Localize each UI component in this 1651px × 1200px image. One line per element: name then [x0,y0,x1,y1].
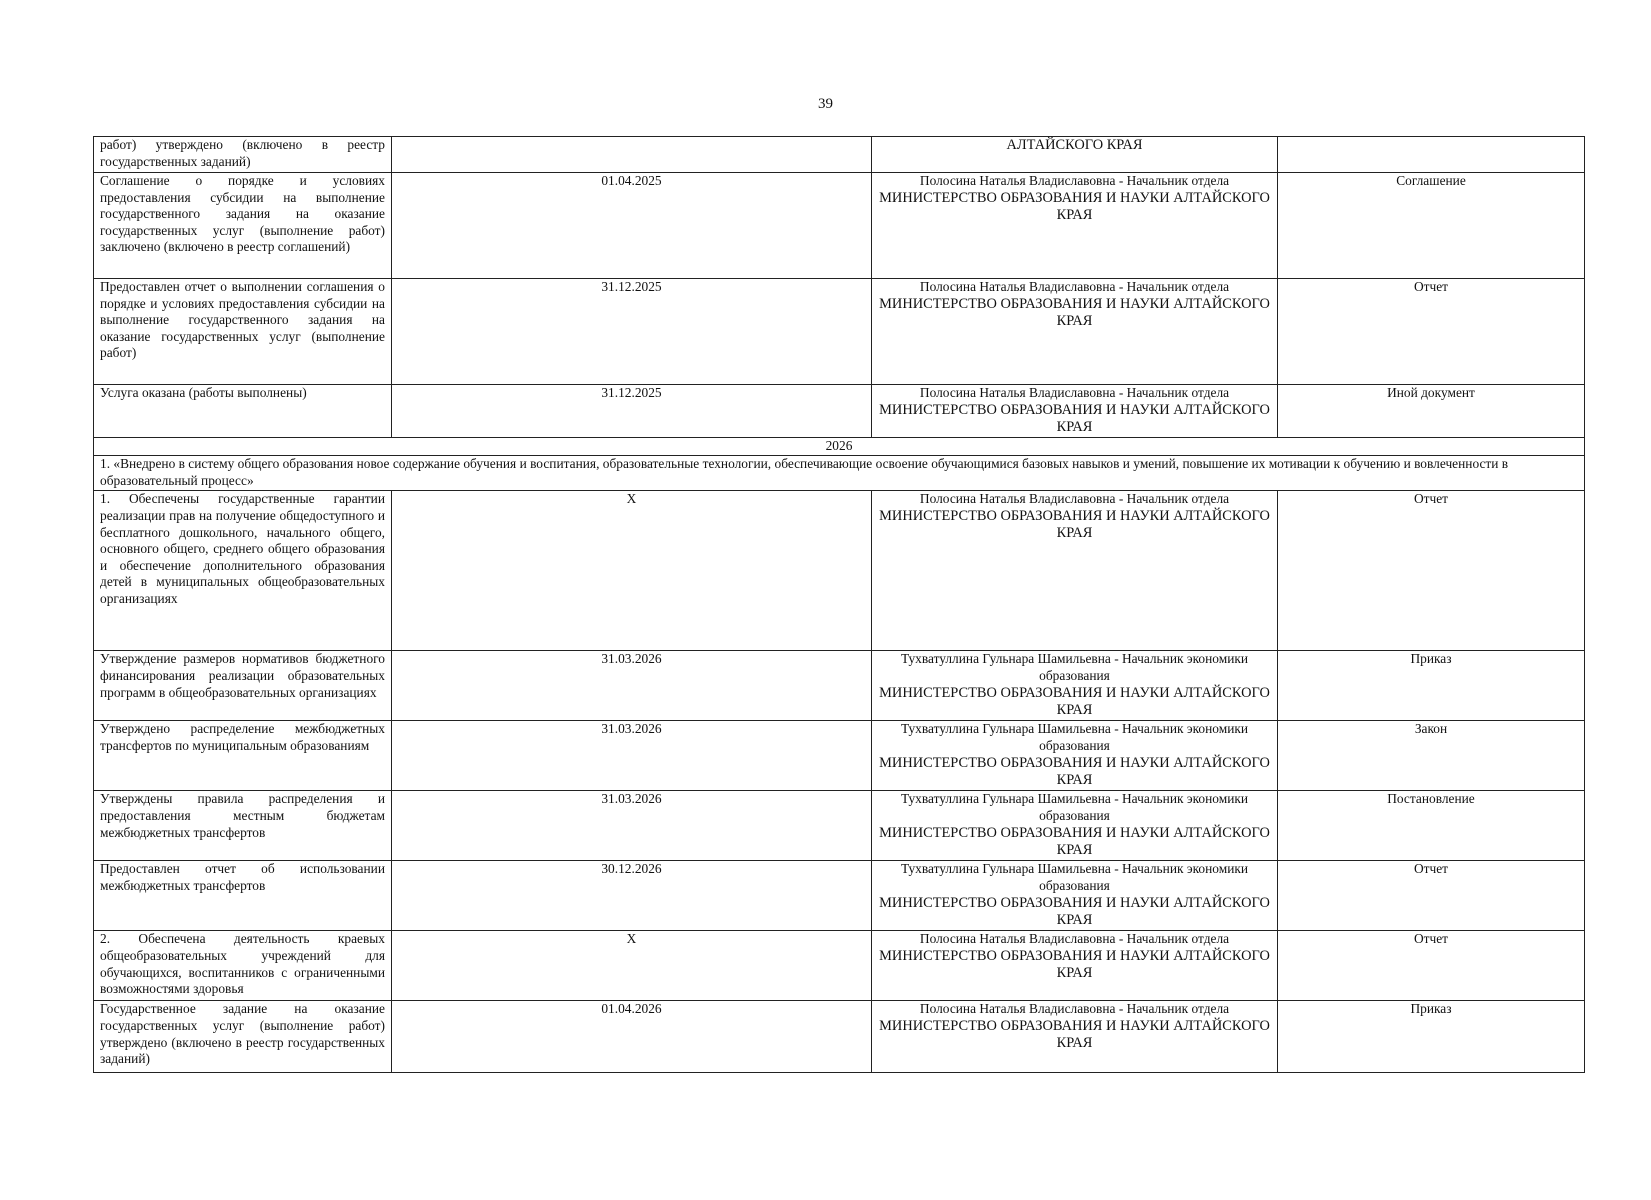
table-row [94,791,1585,861]
year-cell: 2026 [94,437,1585,456]
table-row [94,279,1585,385]
responsible-cell [872,137,1278,173]
responsible-name: Тухватуллина Гульнара Шамильевна - Начальник экономики образования [900,651,1249,683]
event-cell: работ) утверждено (включено в реестр государственных заданий) [94,137,392,173]
document-type-cell: Приказ [1278,1001,1585,1073]
document-type-cell: Отчет [1278,931,1585,1001]
document-type-cell: Иной документ [1278,385,1585,438]
date-cell: X [392,491,872,651]
event-cell: Предоставлен отчет об использовании межбюджетных трансфертов [94,861,392,931]
table-row [94,173,1585,279]
document-type-cell: Соглашение [1278,173,1585,279]
responsible-name: Полосина Наталья Владиславовна - Начальник отдела [919,1001,1230,1017]
document-type-cell: Закон [1278,721,1585,791]
responsible-name: Полосина Наталья Владиславовна - Начальник отдела [919,491,1230,507]
event-cell: Услуга оказана (работы выполнены) [94,385,392,438]
responsible-cell [872,491,1278,651]
date-cell: 31.12.2025 [392,279,872,385]
responsible-organization: МИНИСТЕРСТВО ОБРАЗОВАНИЯ И НАУКИ АЛТАЙСКОГО КРАЯ [879,295,1270,329]
date-cell: 31.03.2026 [392,721,872,791]
date-cell: 01.04.2026 [392,1001,872,1073]
page-number: 39 [818,96,833,112]
document-type-cell: Постановление [1278,791,1585,861]
responsible-organization: МИНИСТЕРСТВО ОБРАЗОВАНИЯ И НАУКИ АЛТАЙСКОГО КРАЯ [879,507,1270,541]
responsible-organization: МИНИСТЕРСТВО ОБРАЗОВАНИЯ И НАУКИ АЛТАЙСКОГО КРАЯ [879,894,1270,928]
plan-table-body [94,137,1585,1073]
responsible-cell [872,791,1278,861]
responsible-cell [872,279,1278,385]
table-row [94,385,1585,438]
document-type-cell: Приказ [1278,651,1585,721]
responsible-organization: МИНИСТЕРСТВО ОБРАЗОВАНИЯ И НАУКИ АЛТАЙСКОГО КРАЯ [879,189,1270,223]
event-cell: Утверждены правила распределения и предоставления местным бюджетам межбюджетных трансфертов [94,791,392,861]
responsible-organization: МИНИСТЕРСТВО ОБРАЗОВАНИЯ И НАУКИ АЛТАЙСКОГО КРАЯ [879,824,1270,858]
responsible-organization: МИНИСТЕРСТВО ОБРАЗОВАНИЯ И НАУКИ АЛТАЙСКОГО КРАЯ [879,947,1270,981]
event-cell: 1. Обеспечены государственные гарантии реализации прав на получение общедоступного и бесплатного дошкольного, начального общего, основного общего, среднего общего образования и обеспечение дополнительного образования детей в муниципальных общеобразовательных организациях [94,491,392,651]
responsible-organization: МИНИСТЕРСТВО ОБРАЗОВАНИЯ И НАУКИ АЛТАЙСКОГО КРАЯ [879,401,1270,435]
responsible-name: Полосина Наталья Владиславовна - Начальник отдела [919,279,1230,294]
responsible-name: Тухватуллина Гульнара Шамильевна - Начальник экономики образования [900,721,1249,753]
table-row [94,651,1585,721]
responsible-cell [872,385,1278,438]
responsible-name: Полосина Наталья Владиславовна - Начальник отдела [919,931,1230,947]
table-row [94,137,1585,173]
responsible-organization: МИНИСТЕРСТВО ОБРАЗОВАНИЯ И НАУКИ АЛТАЙСКОГО КРАЯ [879,1017,1270,1051]
document-type-cell [1278,137,1585,173]
responsible-cell [872,721,1278,791]
event-cell: Утверждение размеров нормативов бюджетного финансирования реализации образовательных программ в общеобразовательных организациях [94,651,392,721]
responsible-name: Тухватуллина Гульнара Шамильевна - Начальник экономики образования [900,861,1249,893]
plan-table [93,136,1585,1073]
event-cell: 2. Обеспечена деятельность краевых общеобразовательных учреждений для обучающихся, воспитанников с ограниченными возможностями здоровья [94,931,392,1001]
responsible-organization: МИНИСТЕРСТВО ОБРАЗОВАНИЯ И НАУКИ АЛТАЙСКОГО КРАЯ [879,754,1270,788]
date-cell: 01.04.2025 [392,173,872,279]
document-type-cell: Отчет [1278,491,1585,651]
event-cell: Утверждено распределение межбюджетных трансфертов по муниципальным образованиям [94,721,392,791]
table-row [94,721,1585,791]
date-cell: 31.03.2026 [392,791,872,861]
responsible-cell [872,1001,1278,1073]
goal-cell: 1. «Внедрено в систему общего образования новое содержание обучения и воспитания, образовательные технологии, обеспечивающие освоение обучающимися базовых навыков и умений, повышение их мотивации к обучению и вовлеченности в образовательный процесс» [94,456,1585,491]
year-row [94,437,1585,456]
date-cell: 31.12.2025 [392,385,872,438]
event-cell: Предоставлен отчет о выполнении соглашения о порядке и условиях предоставления субсидии на выполнение государственного задания на оказание государственных услуг (выполнение работ) [94,279,392,385]
responsible-name: Тухватуллина Гульнара Шамильевна - Начальник экономики образования [900,791,1249,823]
table-row [94,931,1585,1001]
responsible-cell [872,861,1278,931]
date-cell: 31.03.2026 [392,651,872,721]
responsible-cell [872,931,1278,1001]
responsible-name: Полосина Наталья Владиславовна - Начальник отдела [919,173,1230,188]
date-cell [392,137,872,173]
event-cell: Соглашение о порядке и условиях предоставления субсидии на выполнение государственного задания на оказание государственных услуг (выполнение работ) заключено (включено в реестр соглашений) [94,173,392,279]
event-cell: Государственное задание на оказание государственных услуг (выполнение работ) утверждено (включено в реестр государственных заданий) [94,1001,392,1073]
responsible-cell [872,173,1278,279]
date-cell: X [392,931,872,1001]
table-row [94,861,1585,931]
date-cell: 30.12.2026 [392,861,872,931]
document-type-cell: Отчет [1278,279,1585,385]
responsible-organization: МИНИСТЕРСТВО ОБРАЗОВАНИЯ И НАУКИ АЛТАЙСКОГО КРАЯ [879,684,1270,718]
goal-row [94,456,1585,491]
responsible-organization: АЛТАЙСКОГО КРАЯ [1006,137,1143,153]
table-row [94,491,1585,651]
document-type-cell: Отчет [1278,861,1585,931]
table-row [94,1001,1585,1073]
responsible-cell [872,651,1278,721]
responsible-name: Полосина Наталья Владиславовна - Начальник отдела [919,385,1230,400]
